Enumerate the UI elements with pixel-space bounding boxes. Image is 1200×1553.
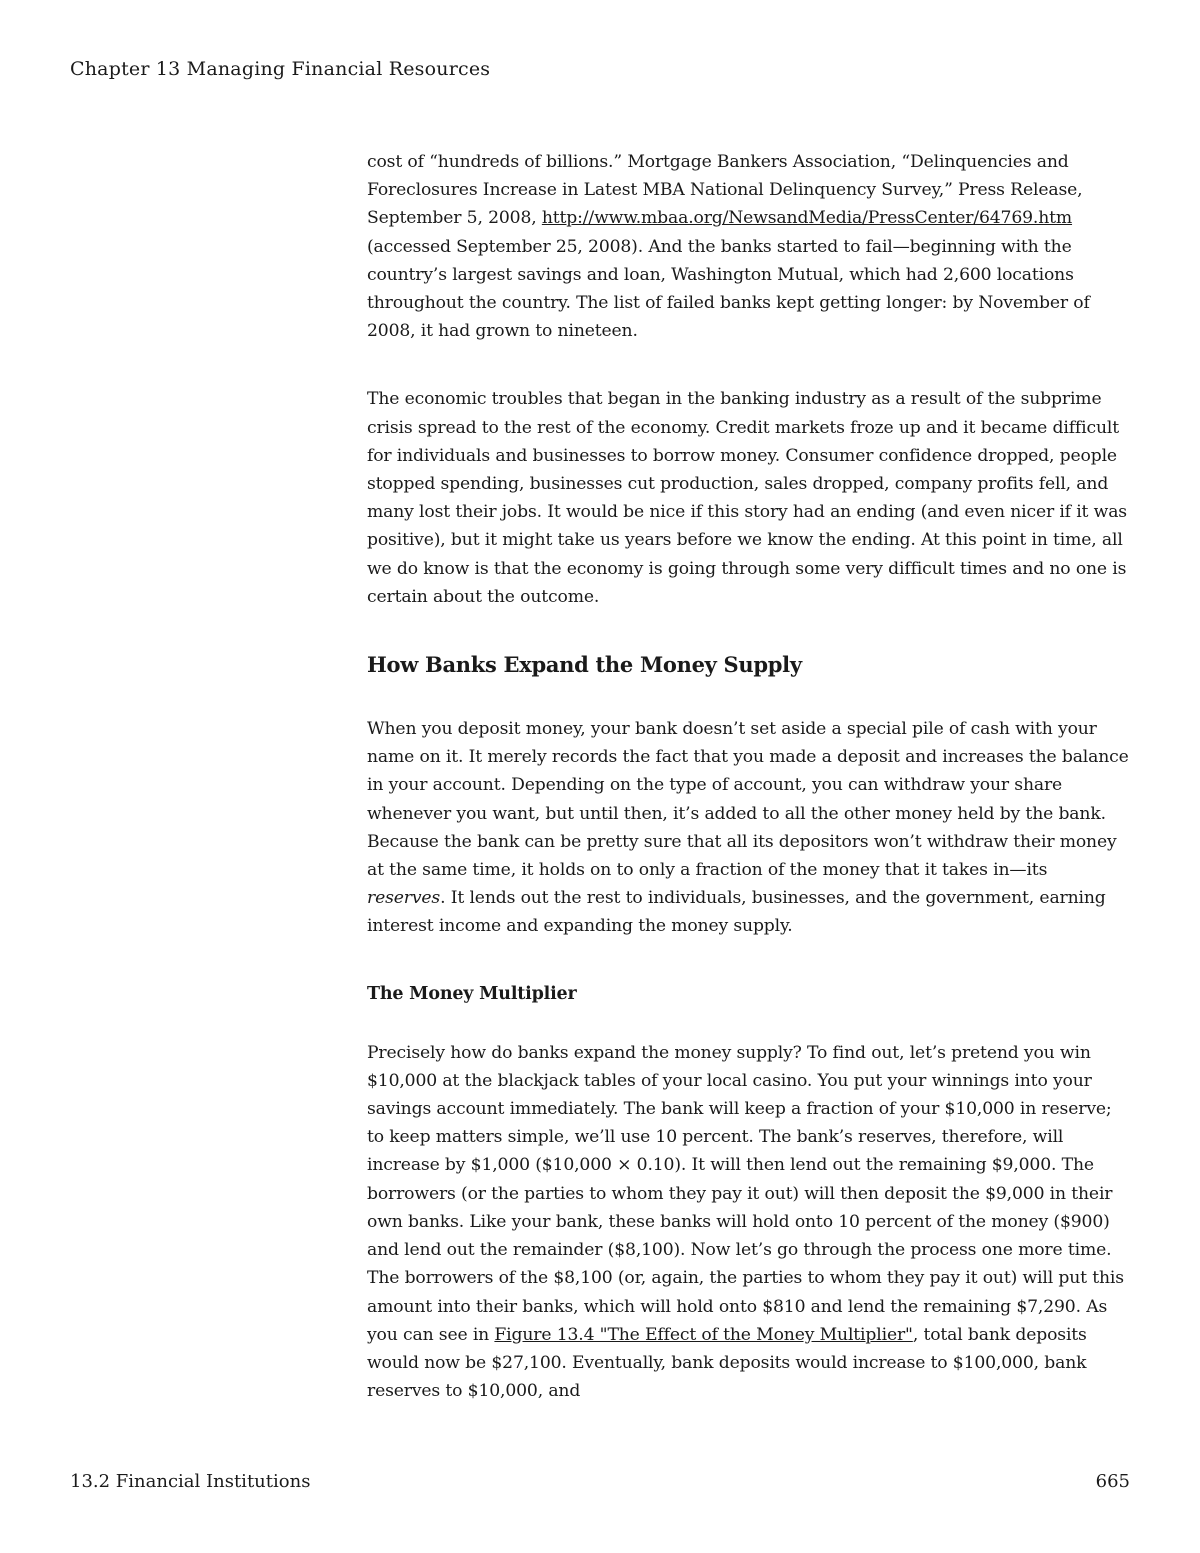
section-heading: How Banks Expand the Money Supply [367,652,802,678]
paragraph-text: When you deposit money, your bank doesn’t set aside a special pile of cash with your name on it. It merely records the fact that you made a deposit and increases the balance in your account. Depending on the type of account, you can withdraw your share whenever you want, but until then, it’s added to all the other money held by the bank. Because the bank can be pretty sure that all its depositors won’t withdraw their money at the same time, it holds on to only a fraction of the money that it takes in—its [367,719,1129,881]
paragraph-failed-banks [367,148,1129,345]
paragraph-economic-troubles: The economic troubles that began in the banking industry as a result of the subprime crisis spread to the rest of the economy. Credit markets froze up and it became difficult for individuals and businesses to borrow money. Consumer confidence dropped, people stopped spending, businesses cut production, sales dropped, company profits fell, and many lost their jobs. It would be nice if this story had an ending (and even nicer if it was positive), but it might take us years before we know the ending. At this point in time, all we do know is that the economy is going through some very difficult times and no one is certain about the outcome. [367,389,1127,607]
figure-13-4-link[interactable]: Figure 13.4 "The Effect of the Money Multiplier" [494,1324,913,1345]
paragraph-text: . It lends out the rest to individuals, businesses, and the government, earning interest income and expanding the money supply. [367,888,1106,937]
paragraph-text: , total bank deposits would now be $27,100. Eventually, bank deposits would increase to $100,000, bank reserves to $10,000, and [367,1324,1087,1402]
paragraph-text: cost of “hundreds of billions.” Mortgage Bankers Association, “Delinquencies and Foreclosures Increase in Latest MBA National Delinquency Survey,” Press Release, September 5, 2008, [367,152,1083,229]
mbaa-press-release-link[interactable]: http://www.mbaa.org/NewsandMedia/PressCenter/64769.htm [541,208,1073,229]
page-content [367,148,1129,1405]
paragraph-bank-deposits [367,715,1129,941]
paragraph-money-multiplier [367,1039,1129,1406]
page-number: 665 [1095,1471,1130,1492]
running-head: Chapter 13 Managing Financial Resources [70,58,491,80]
term-reserves: reserves [367,888,441,909]
paragraph-text: Precisely how do banks expand the money supply? To find out, let’s pretend you win $10,000 at the blackjack tables of your local casino. You put your winnings into your savings account immediately. The bank will keep a fraction of your $10,000 in reserve; to keep matters simple, we’ll use 10 percent. The bank’s reserves, therefore, will increase by $1,000 ($10,000 × 0.10). It will then lend out the remaining $9,000. The borrowers (or the parties to whom they pay it out) will then deposit the $9,000 in their own banks. Like your bank, these banks will hold onto 10 percent of the money ($900) and lend out the remainder ($8,100). Now let’s go through the process one more time. The borrowers of the $8,100 (or, again, the parties to whom they pay it out) will put this amount into their banks, which will hold onto $810 and lend the remaining $7,290. As you can see in [367,1042,1124,1345]
footer-section-label: 13.2 Financial Institutions [70,1471,311,1492]
paragraph-text: (accessed September 25, 2008). And the banks started to fail—beginning with the country’s largest savings and loan, Washington Mutual, which had 2,600 locations throughout the country. The list of failed banks kept getting longer: by November of 2008, it had grown to nineteen. [367,236,1090,342]
subsection-heading: The Money Multiplier [367,983,577,1004]
